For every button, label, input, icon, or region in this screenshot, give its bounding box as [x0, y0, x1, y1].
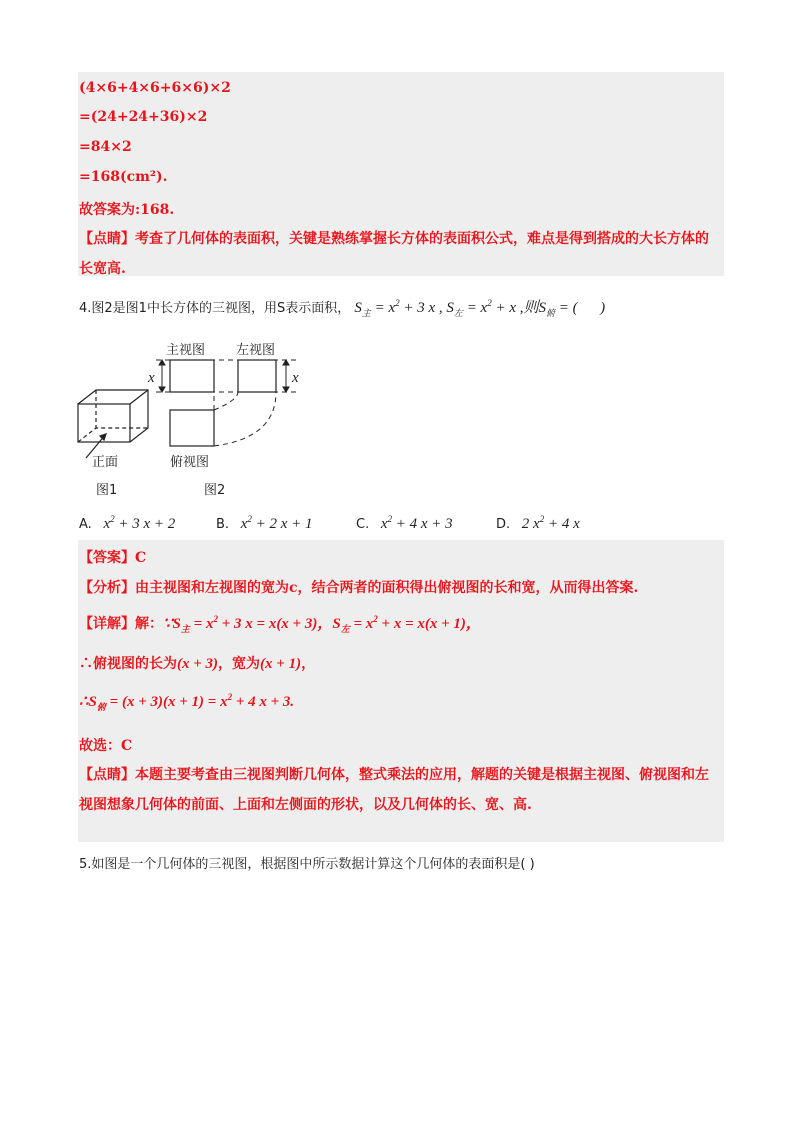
- main-view-rect: [170, 360, 214, 392]
- comment-line-2: 长宽高.: [79, 261, 126, 277]
- dimension-arrows: [159, 360, 289, 392]
- label-x-left: x: [148, 370, 155, 386]
- label-left-view: 左视图: [236, 343, 276, 358]
- question-4-stem: [79, 296, 605, 319]
- label-fig1: 图1: [96, 483, 118, 498]
- label-fig2: 图2: [204, 483, 226, 498]
- q4-comment-1: 【点睛】本题主要考查由三视图判断几何体，整式乘法的应用，解题的关键是根据主视图、俯视图和左: [79, 767, 709, 783]
- q4-detail-2: ∴俯视图的长为(x + 3)，宽为(x + 1)，: [79, 656, 316, 672]
- comment-tag: 【点睛】: [79, 231, 135, 247]
- left-view-rect: [238, 360, 276, 392]
- projection-lines: [156, 360, 300, 446]
- question-5-stem: 5.如图是一个几何体的三视图，根据图中所示数据计算这个几何体的表面积是( ): [79, 857, 535, 872]
- option-c[interactable]: C. $x^2 + 4$ x + 3: [356, 514, 453, 532]
- q4-stem-text: 4.图2是图1中长方体的三视图，用S表示面积，: [79, 301, 351, 316]
- q4-choice: 故选：C: [79, 738, 133, 754]
- option-d[interactable]: D. 2 $x^2 + 4$ x: [496, 514, 580, 532]
- calc-line-4: =168(cm²).: [79, 169, 168, 185]
- option-b[interactable]: B. $x^2 + 2$ x + 1: [216, 514, 313, 532]
- q4-detail-1: 【详解】解：$\because S_主 = x^2 + 3$ x = x(x + 3)，$S_左 = x^2 + x = x(x + 1)$，: [79, 614, 481, 634]
- answer-line: 故答案为:168.: [79, 202, 175, 218]
- comment-line-1: [79, 228, 709, 248]
- q4-formula: $S_主 = x^2 + 3$ x , $S_左 = x^2 + x$ ,则$S_俯$ = ( ): [354, 298, 606, 318]
- calc-line-2: =(24+24+36)×2: [79, 109, 208, 125]
- q4-comment-2: 视图想象几何体的前面、上面和左侧面的形状，以及几何体的长、宽、高.: [79, 797, 532, 813]
- label-main-view: 主视图: [166, 343, 206, 358]
- calc-line-3: =84×2: [79, 139, 132, 155]
- three-view-figure: [70, 338, 310, 502]
- top-view-rect: [170, 410, 214, 446]
- q4-detail-3: $\therefore S_俯 = (x + 3)(x + 1) = x^2 + 4$ x + 3.: [79, 692, 295, 712]
- option-a[interactable]: A. $x^2 + 3$ x + 2: [79, 514, 176, 532]
- label-front: 正面: [92, 455, 119, 470]
- q4-answer: 【答案】C: [79, 550, 147, 566]
- label-top-view: 俯视图: [170, 455, 210, 470]
- label-x-right: x: [292, 370, 299, 386]
- q4-analysis: 【分析】由主视图和左视图的宽为c，结合两者的面积得出俯视图的长和宽，从而得出答案.: [79, 580, 639, 596]
- cuboid-figure: [78, 390, 148, 458]
- calc-line-1: (4×6+4×6+6×6)×2: [79, 80, 231, 96]
- comment-text-a: 考查了几何体的表面积，关键是熟练掌握长方体的表面积公式，难点是得到搭成的大长方体的: [135, 231, 709, 247]
